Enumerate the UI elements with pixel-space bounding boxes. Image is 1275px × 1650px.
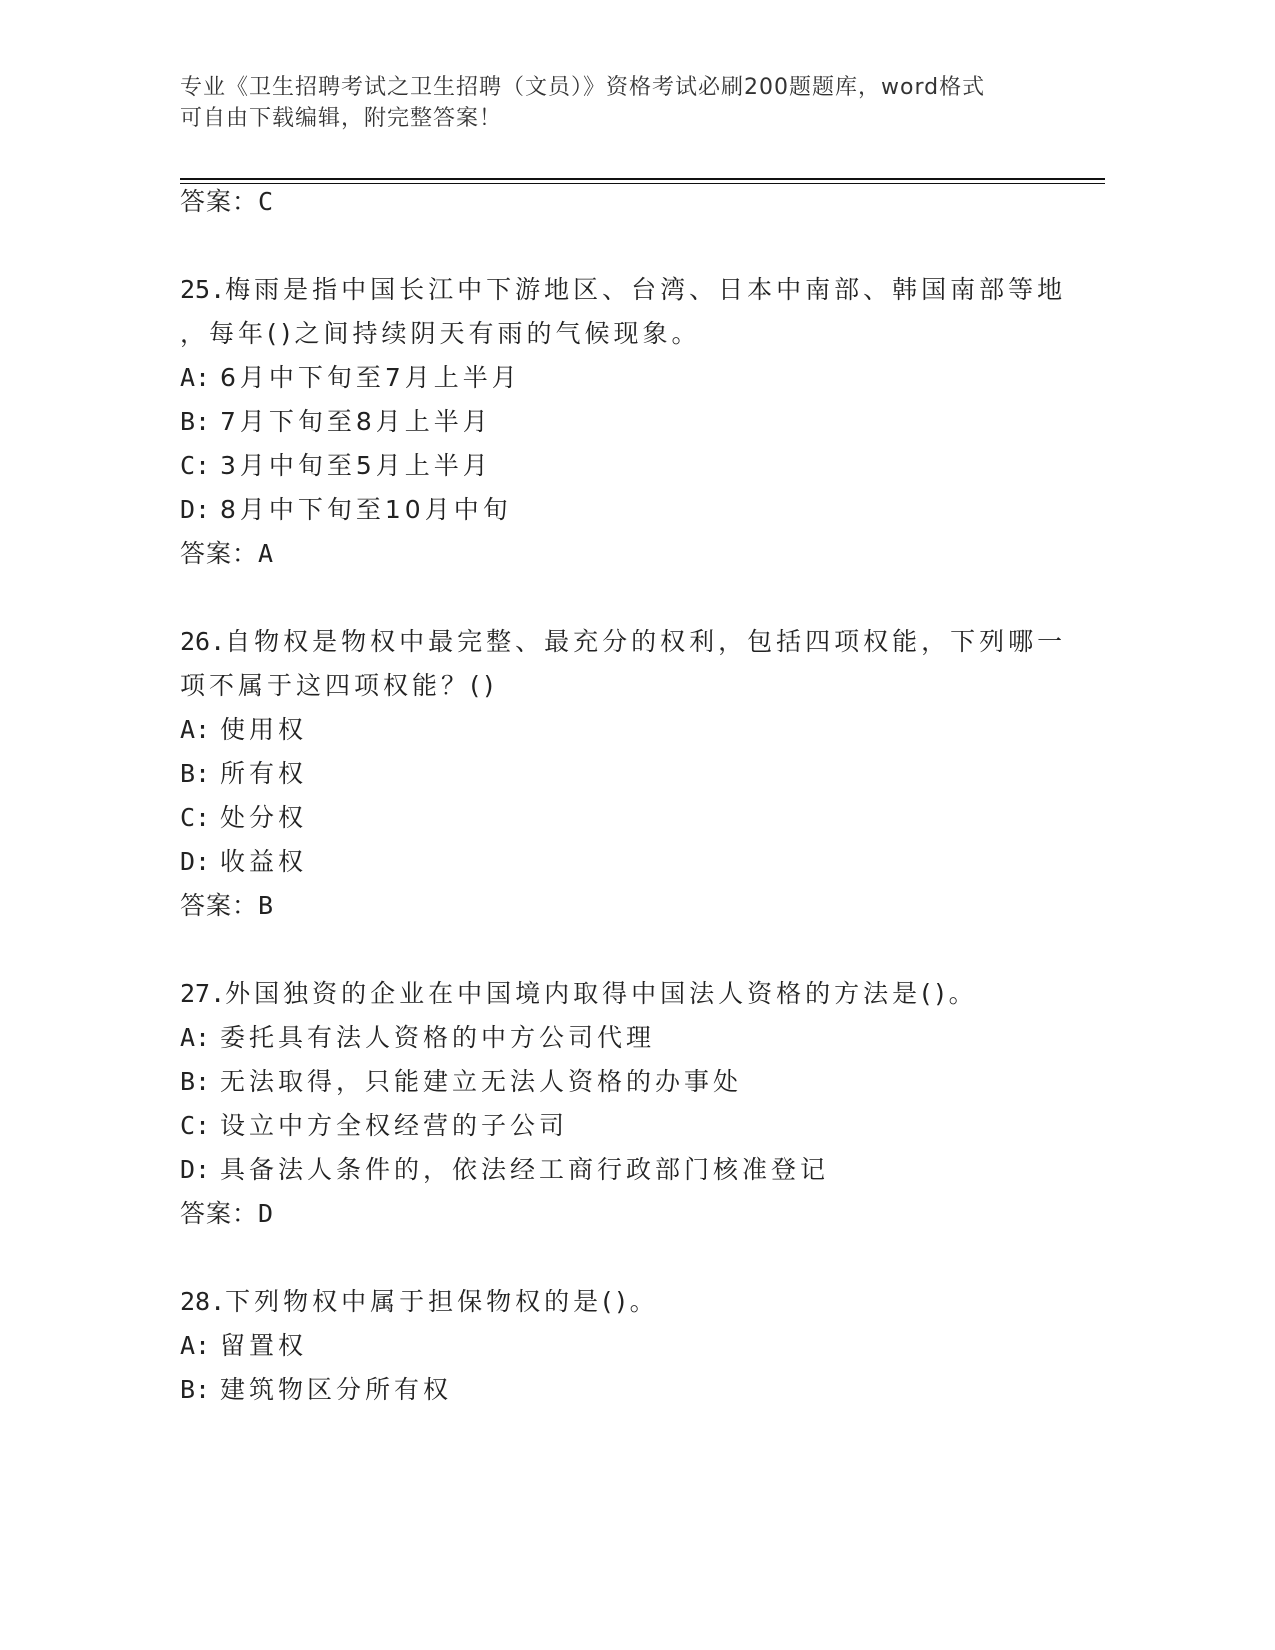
question-text-line: 自物权是物权中最完整、最充分的权利，包括四项权能，下列哪一	[225, 627, 1067, 656]
option-key: B:	[180, 1375, 211, 1404]
question-stem	[180, 972, 1080, 1016]
answer-value: A	[258, 539, 275, 568]
page-header	[180, 72, 1040, 134]
option-a	[180, 356, 1080, 400]
question-text-line: 外国独资的企业在中国境内取得中国法人资格的方法是()。	[225, 979, 978, 1008]
option-d	[180, 840, 1080, 884]
option-key: D:	[180, 1155, 211, 1184]
option-key: A:	[180, 715, 211, 744]
option-text: 建筑物区分所有权	[220, 1375, 453, 1404]
option-text: 无法取得，只能建立无法人资格的办事处	[220, 1067, 743, 1096]
option-key: D:	[180, 847, 211, 876]
answer-value: D	[258, 1199, 275, 1228]
option-text: 6月中下旬至7月上半月	[220, 363, 521, 392]
question-28	[180, 1280, 1080, 1412]
option-d	[180, 1148, 1080, 1192]
option-key: A:	[180, 1331, 211, 1360]
question-number: 27.	[180, 979, 226, 1008]
option-key: C:	[180, 1111, 211, 1140]
question-text-line: 梅雨是指中国长江中下游地区、台湾、日本中南部、韩国南部等地	[225, 275, 1067, 304]
option-key: C:	[180, 451, 211, 480]
document-body	[180, 180, 1080, 1412]
question-25	[180, 268, 1080, 576]
question-26	[180, 620, 1080, 928]
option-text: 处分权	[220, 803, 308, 832]
question-stem	[180, 268, 1080, 356]
answer-label: 答案：	[180, 539, 259, 568]
option-text: 8月中下旬至10月中旬	[220, 495, 512, 524]
answer-value: C	[258, 187, 275, 216]
option-key: B:	[180, 759, 211, 788]
question-text-line: ，每年()之间持续阴天有雨的气候现象。	[180, 319, 701, 348]
answer-label: 答案：	[180, 187, 259, 216]
option-key: D:	[180, 495, 211, 524]
option-key: C:	[180, 803, 211, 832]
option-c	[180, 796, 1080, 840]
option-b	[180, 752, 1080, 796]
question-answer	[180, 884, 1080, 928]
option-text: 设立中方全权经营的子公司	[220, 1111, 569, 1140]
option-key: A:	[180, 1023, 211, 1052]
option-text: 留置权	[220, 1331, 308, 1360]
question-number: 26.	[180, 627, 226, 656]
question-stem	[180, 620, 1080, 708]
option-key: B:	[180, 407, 211, 436]
option-text: 收益权	[220, 847, 308, 876]
option-text: 3月中旬至5月上半月	[220, 451, 492, 480]
question-number: 28.	[180, 1287, 226, 1316]
answer-label: 答案：	[180, 891, 259, 920]
option-key: A:	[180, 363, 211, 392]
option-a	[180, 1016, 1080, 1060]
answer-value: B	[258, 891, 275, 920]
option-a	[180, 1324, 1080, 1368]
question-answer	[180, 532, 1080, 576]
option-b	[180, 400, 1080, 444]
question-stem	[180, 1280, 1080, 1324]
option-key: B:	[180, 1067, 211, 1096]
option-b	[180, 1060, 1080, 1104]
option-text: 具备法人条件的，依法经工商行政部门核准登记	[220, 1155, 830, 1184]
header-line-1: 专业《卫生招聘考试之卫生招聘（文员）》资格考试必刷200题题库，word格式	[180, 75, 986, 100]
option-c	[180, 1104, 1080, 1148]
question-text-line: 项不属于这四项权能？()	[180, 671, 498, 700]
previous-answer	[180, 180, 1080, 224]
question-answer	[180, 1192, 1080, 1236]
question-text-line: 下列物权中属于担保物权的是()。	[225, 1287, 659, 1316]
option-b	[180, 1368, 1080, 1412]
option-text: 使用权	[220, 715, 308, 744]
option-d	[180, 488, 1080, 532]
answer-label: 答案：	[180, 1199, 259, 1228]
question-number: 25.	[180, 275, 226, 304]
option-text: 委托具有法人资格的中方公司代理	[220, 1023, 656, 1052]
question-27	[180, 972, 1080, 1236]
option-a	[180, 708, 1080, 752]
option-text: 所有权	[220, 759, 308, 788]
option-c	[180, 444, 1080, 488]
header-line-2: 可自由下载编辑，附完整答案！	[180, 106, 503, 131]
option-text: 7月下旬至8月上半月	[220, 407, 492, 436]
